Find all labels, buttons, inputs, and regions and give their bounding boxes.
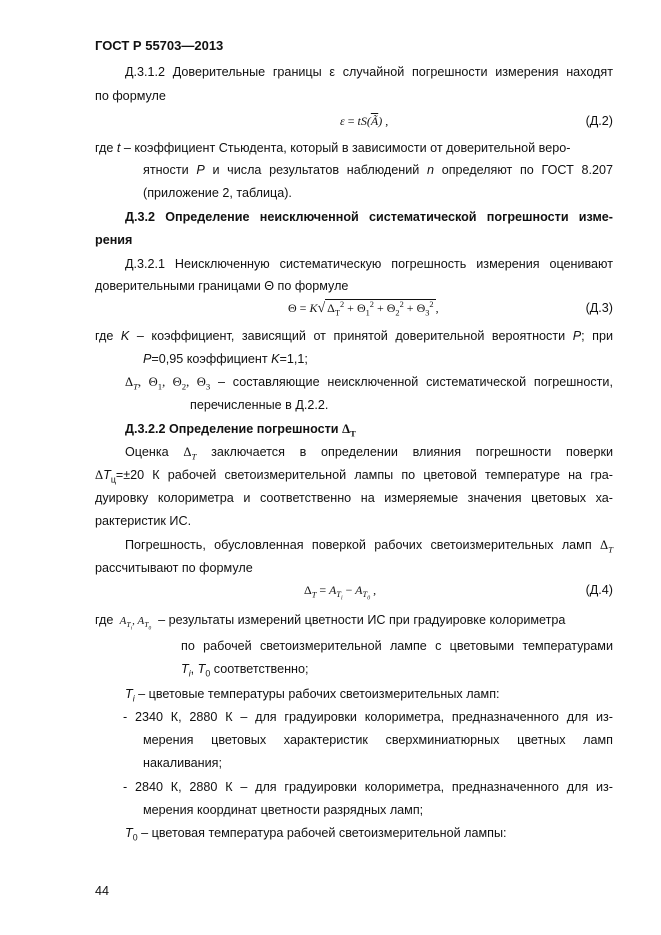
para-d312-line1: Д.3.1.2 Доверительные границы ε случайной погрешности измерения находят xyxy=(125,65,613,79)
components-line: $\Delta_T$, $\Theta_1$, $\Theta_2$, $\Theta_3$ – составляющие неисключенной систематической погрешности, xyxy=(125,375,613,392)
list-item1-line3: накаливания; xyxy=(143,756,222,770)
heading-d32-line2: рения xyxy=(95,233,133,247)
ti-line: $T_i$ – цветовые температуры рабочих светоизмерительных ламп: xyxy=(125,687,500,704)
where-t-cont2: (приложение 2, таблица). xyxy=(143,186,292,200)
where-a-cont1: по рабочей светоизмерительной лампе с цветовыми температурами xyxy=(181,639,613,653)
where-k-line: где K – коэффициент, зависящий от принятой доверительной вероятности P; при xyxy=(95,329,613,343)
where-t-line: где t – коэффициент Стьюдента, который в зависимости от доверительной веро- xyxy=(95,141,571,155)
page-number: 44 xyxy=(95,884,110,898)
para-d312-line2: по формуле xyxy=(95,89,166,103)
heading-d32-line1: Д.3.2 Определение неисключенной систематической погрешности изме- xyxy=(125,210,613,224)
where-a-cont2: $T_i$, $T_0$ соответственно; xyxy=(181,662,309,679)
para-error-line2: рассчитывают по формуле xyxy=(95,561,253,575)
formula-d4: $\Delta_T = A_{T_i} - A_{T_0}$ , xyxy=(304,583,377,603)
page-header-title: ГОСТ Р 55703—2013 xyxy=(95,38,224,53)
para-d322-line1: Оценка $\Delta_T$ заключается в определении влияния погрешности поверки xyxy=(125,445,613,462)
where-t-cont1: ятности P и числа результатов наблюдений n определяют по ГОСТ 8.207 xyxy=(143,163,613,177)
list-item2-line2: мерения координат цветности разрядных ламп; xyxy=(143,803,424,817)
components-symbols: $\Delta_T$, $\Theta_1$, $\Theta_2$, $\Theta_3$ xyxy=(125,375,211,392)
para-d322-line3: дуировку колориметра и соответственно на измеряемые значения цветовых ха- xyxy=(95,491,613,505)
list-item1-line1: - 2340 К, 2880 К – для градуировки колориметра, предназначенного для из- xyxy=(123,710,613,724)
components-cont: перечисленные в Д.2.2. xyxy=(190,398,329,412)
list-item1-line2: мерения цветовых характеристик сверхминиатюрных цветных ламп xyxy=(143,733,613,747)
list-item2-line1: - 2840 К, 2880 К – для градуировки колориметра, предназначенного для из- xyxy=(123,780,613,794)
t0-line: $T_0$ – цветовая температура рабочей светоизмерительной лампы: xyxy=(125,826,507,843)
formula-d4-number: (Д.4) xyxy=(585,583,613,597)
where-k-cont: P=0,95 коэффициент K=1,1; xyxy=(143,352,308,366)
formula-d3-number: (Д.3) xyxy=(585,301,613,315)
para-d321-line1: Д.3.2.1 Неисключенную систематическую погрешность измерения оценивают xyxy=(125,257,613,271)
formula-d2-number: (Д.2) xyxy=(585,114,613,128)
para-error-line1: Погрешность, обусловленная поверкой рабочих светоизмерительных ламп $\Delta_T$ xyxy=(125,538,613,555)
para-d322-line2: $\Delta T_ц=\pm 20$ К рабочей светоизмерительной лампы по цветовой температуре на гра- xyxy=(95,468,613,485)
para-d321-line2: доверительными границами Θ по формуле xyxy=(95,279,349,293)
heading-d322: Д.3.2.2 Определение погрешности $\Delta_T$ xyxy=(125,422,356,439)
where-a-line: где $A_{T_i}$, $A_{T_0}$ – результаты измерений цветности ИС при градуировке колориметра xyxy=(95,613,566,632)
formula-d2: $\varepsilon = tS(\overline{Ã})$ , xyxy=(340,114,389,128)
formula-d3: Θ = K√ $\Delta_T^2 + \Theta_1^2 + \Theta_2^2 + \Theta_3^2$ , xyxy=(288,300,439,318)
para-d322-line4: рактеристик ИС. xyxy=(95,514,192,528)
